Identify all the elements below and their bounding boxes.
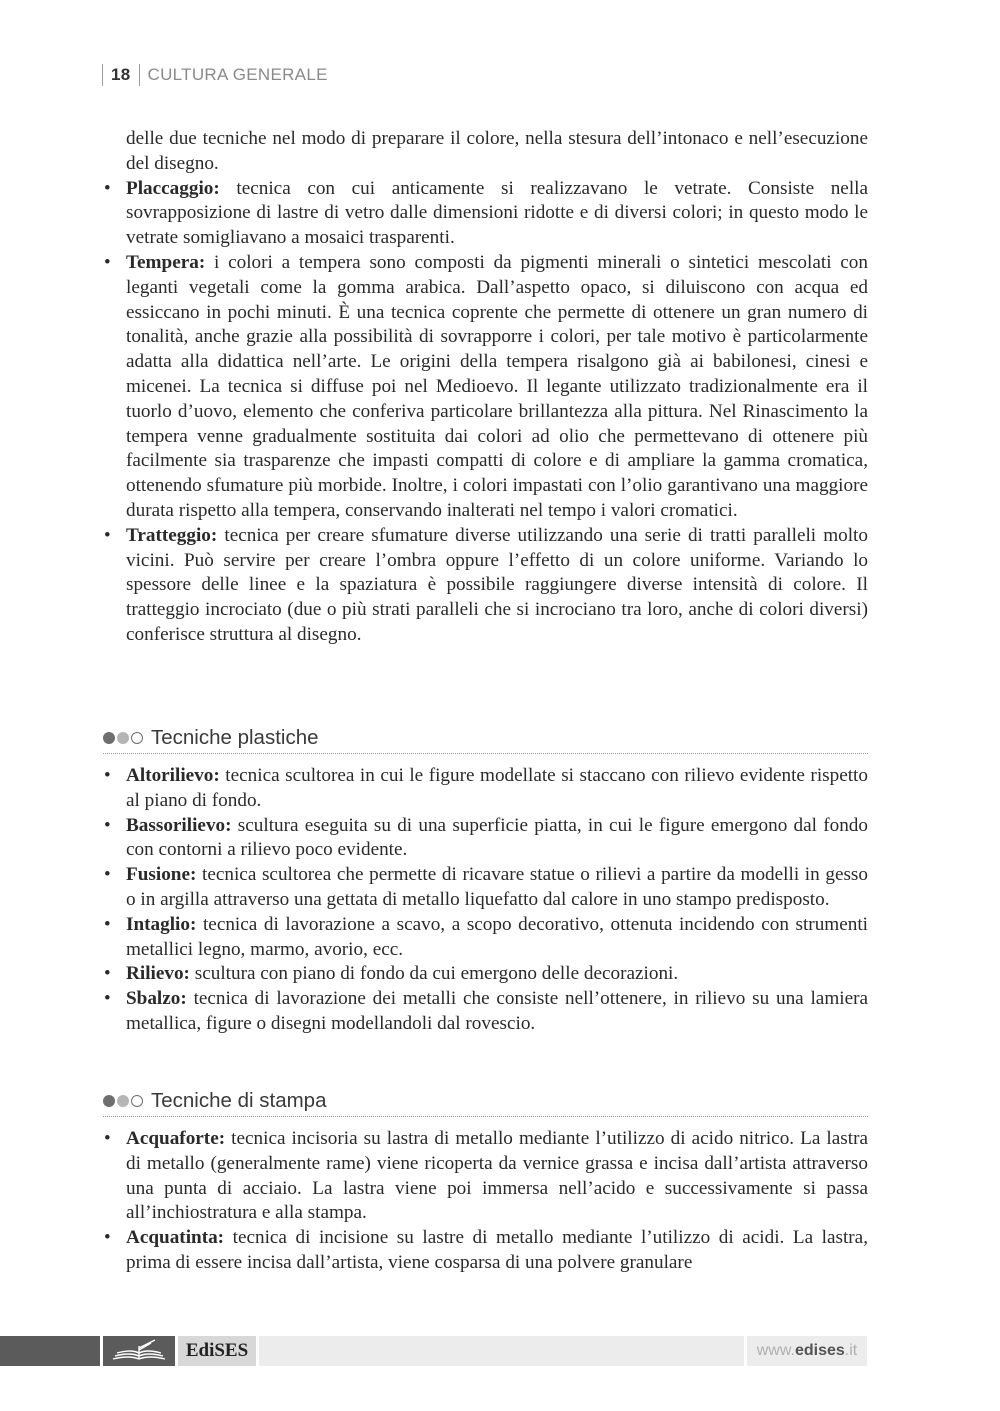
running-header bbox=[102, 62, 328, 88]
list-item bbox=[103, 913, 868, 963]
definition: tecnica di incisione su lastre di metallo mediante l’utilizzo di acidi. La lastra, prima di essere incisa dall’artista, viene cosparsa di una polvere granulare bbox=[126, 1227, 868, 1273]
term: Acquatinta: bbox=[126, 1227, 225, 1249]
section-heading-text: Tecniche di stampa bbox=[151, 1089, 327, 1112]
definition: tecnica con cui anticamente si realizzavano le vetrate. Consiste nella sovrapposizione di lastre di vetro dalle dimensioni ridotte e di diversi colori; in questo modo le vetrate somigliavano a mosaici trasparenti. bbox=[126, 177, 868, 249]
main-text-block-1 bbox=[103, 127, 868, 648]
term: Acquaforte: bbox=[126, 1128, 226, 1149]
definition: tecnica di lavorazione a scavo, a scopo decorativo, ottenuta incidendo con strumenti metallici legno, marmo, avorio, ecc. bbox=[126, 913, 868, 960]
main-text-block-3 bbox=[103, 1127, 868, 1276]
paragraph-continuation: delle due tecniche nel modo di preparare il colore, nella stesura dell’intonaco e nell’esecuzione del disegno. bbox=[126, 128, 868, 174]
list-item bbox=[103, 764, 868, 814]
list-item bbox=[103, 987, 868, 1037]
footer-bar bbox=[259, 1336, 744, 1366]
list-item bbox=[103, 962, 868, 987]
term: Placcaggio: bbox=[126, 177, 220, 199]
term: Tempera: bbox=[126, 251, 206, 273]
list-item bbox=[103, 524, 868, 648]
list-item bbox=[103, 1127, 868, 1226]
term: Rilievo: bbox=[126, 963, 190, 985]
list-item bbox=[103, 814, 868, 864]
section-heading-plastiche bbox=[103, 723, 868, 754]
definition-list-plastiche bbox=[103, 764, 868, 1037]
term: Intaglio: bbox=[126, 913, 197, 935]
publisher-url: www. edises .it bbox=[747, 1336, 867, 1366]
page-number: 18 bbox=[111, 65, 131, 84]
definition: tecnica di lavorazione dei metalli che consiste nell’ottenere, in rilievo su una lamiera metallica, figure o disegni modellandoli dal rovescio. bbox=[126, 988, 868, 1034]
definition: i colori a tempera sono composti da pigmenti minerali o sintetici mescolati con leganti vegetali come la gomma arabica. Dall’aspetto opaco, si diluiscono con acqua ed essiccano in pochi minuti. È una tecnica coprente che permette di ottenere un gran numero di tonalità, anche grazie alla possibilità di sovrapporre i colori, per tale motivo è particolarmente adatta alla didattica nell’arte. Le origini della tempera risalgono già ai babilonesi, cinesi e micenei. La tecnica si diffuse poi nel Medioevo. Il legante utilizzato tradizionalmente era il tuorlo d’uovo, elemento che conferiva particolare brillantezza alla pittura. Nel Rinascimento la tempera venne gradualmente sostituita dai colori ad olio che permettevano di ottenere più facilmente sia trasparenze che impasti compatti di colore e di ampliare la gamma cromatica, ottenendo sfumature più morbide. Inoltre, i colori impastati con l’olio garantivano una maggiore durata rispetto alla tempera, conservando inalterati nel tempo i valori cromatici. bbox=[126, 251, 868, 521]
list-item bbox=[103, 251, 868, 524]
definition: tecnica per creare sfumature diverse utilizzando una serie di tratti paralleli molto vicini. Può servire per creare l’ombra oppure l’effetto di un colore uniforme. Variando lo spessore delle linee e la spaziatura è possibile raggiungere diverse intensità di colore. Il tratteggio incrociato (due o più strati paralleli che si incrociano tra loro, anche di colori diversi) conferisce struttura al disegno. bbox=[126, 524, 868, 645]
definition-list-painting bbox=[103, 177, 868, 648]
term: Bassorilievo: bbox=[126, 814, 232, 836]
term: Fusione: bbox=[126, 864, 197, 886]
main-text-block-2 bbox=[103, 764, 868, 1037]
definition: tecnica scultorea che permette di ricavare statue o rilievi a partire da modelli in gesso o in argilla attraverso una gettata di metallo liquefatto dal calore in uno stampo predisposto. bbox=[126, 864, 868, 910]
list-item bbox=[103, 177, 868, 251]
definition: tecnica scultorea in cui le figure modellate si staccano con rilievo evidente rispetto al piano di fondo. bbox=[126, 765, 868, 811]
bullet-dots-icon bbox=[103, 732, 145, 744]
page-footer bbox=[0, 1336, 1000, 1366]
open-book-icon bbox=[103, 1336, 175, 1366]
list-item bbox=[103, 1226, 868, 1276]
header-divider bbox=[102, 64, 103, 86]
header-divider bbox=[139, 64, 140, 86]
definition-list-stampa bbox=[103, 1127, 868, 1276]
section-title: CULTURA GENERALE bbox=[147, 65, 328, 84]
publisher-logo: EdiSES bbox=[178, 1336, 256, 1366]
list-item bbox=[103, 863, 868, 913]
term: Altorilievo: bbox=[126, 765, 220, 786]
section-heading-stampa bbox=[103, 1086, 868, 1117]
footer-bar bbox=[0, 1336, 100, 1366]
bullet-dots-icon bbox=[103, 1095, 145, 1107]
definition: tecnica incisoria su lastra di metallo mediante l’utilizzo di acido nitrico. La lastra di metallo (generalmente rame) viene ricoperta da vernice grassa e incisa dall’artista attraverso una punta di acciaio. La lastra viene poi immersa nell’acido e successivamente si passa all’inchiostratura e alla stampa. bbox=[126, 1128, 868, 1224]
term: Sbalzo: bbox=[126, 988, 187, 1010]
definition: scultura con piano di fondo da cui emergono delle decorazioni. bbox=[189, 963, 679, 985]
definition: scultura eseguita su di una superficie piatta, in cui le figure emergono dal fondo con contorni a rilievo poco evidente. bbox=[126, 814, 868, 861]
section-heading-text: Tecniche plastiche bbox=[151, 726, 319, 749]
term: Tratteggio: bbox=[126, 524, 218, 546]
